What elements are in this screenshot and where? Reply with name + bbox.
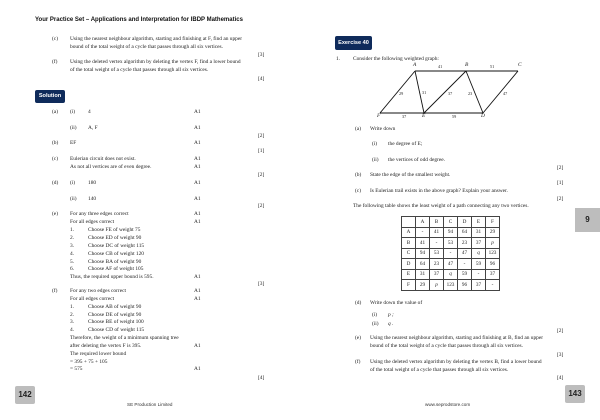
- table-cell: p: [486, 238, 500, 249]
- q-text: Using the deleted vertex algorithm by deleting the vertex F, find a lower bound: [70, 59, 241, 65]
- answer: after deleting the vertex F is 395.: [70, 343, 142, 349]
- q-label: (b): [52, 140, 59, 146]
- q-text: Using the nearest neighbour algorithm, starting and finishing at B, find an upper: [370, 335, 544, 341]
- q-text: q .: [388, 321, 394, 327]
- step-num: 3.: [70, 319, 75, 325]
- q-label: (f): [355, 359, 361, 365]
- vertex-label: A: [413, 62, 417, 68]
- vertex-label: B: [465, 62, 469, 68]
- marks: [2]: [557, 165, 564, 171]
- q-text: the vertices of odd degree.: [388, 157, 446, 163]
- mark-a1: A1: [194, 196, 201, 202]
- q-label: (c): [355, 188, 361, 194]
- distance-table: [401, 216, 500, 291]
- table-intro: The following table shows the least weight of a path connecting any two vertices.: [353, 203, 529, 209]
- marks: [2]: [258, 203, 265, 209]
- table-row: [402, 259, 500, 270]
- step-num: 3.: [70, 243, 75, 249]
- table-cell: C: [444, 217, 458, 228]
- table-cell: E: [402, 269, 416, 280]
- table-cell: 37: [486, 269, 500, 280]
- mark-a1: A1: [194, 288, 201, 294]
- q-text: State the edge of the smallest weight.: [370, 172, 451, 178]
- q-text: Using the deleted vertex algorithm by deleting the vertex B, find a lower bound: [370, 359, 542, 365]
- step-num: 1.: [70, 304, 75, 310]
- answer: As not all vertices are of even degree.: [70, 164, 152, 170]
- vertex-label: E: [422, 113, 426, 119]
- table-cell: B: [402, 238, 416, 249]
- sub-label: (ii): [70, 125, 77, 131]
- answer: A, F: [88, 125, 98, 131]
- mark-a1: A1: [194, 296, 201, 302]
- page-number: 142: [15, 386, 35, 404]
- table-cell: 123: [444, 280, 458, 291]
- table-cell: D: [402, 259, 416, 270]
- table-cell: 123: [486, 248, 500, 259]
- table-cell: A: [402, 227, 416, 238]
- q-text: p ;: [388, 312, 394, 318]
- answer: = 395 + 75 + 105: [70, 359, 108, 365]
- vertex-label: C: [518, 62, 522, 68]
- step: Choose FE of weight 75: [88, 227, 141, 233]
- sub-label: (ii): [70, 196, 77, 202]
- answer: Therefore, the weight of a minimum spanning tree: [70, 335, 179, 341]
- q-label: (a): [52, 109, 58, 115]
- q-text: bound of the total weight of a cycle that passes through all six vertices.: [370, 343, 523, 349]
- q-label: (e): [355, 335, 361, 341]
- table-cell: 47: [444, 259, 458, 270]
- table-cell: 23: [430, 259, 444, 270]
- mark-a1: A1: [194, 140, 201, 146]
- table-cell: -: [416, 227, 430, 238]
- answer: The required lower bound: [70, 351, 127, 357]
- step: Choose DE of weight 90: [88, 312, 142, 318]
- q-label: (c): [52, 36, 58, 42]
- q-text: the degree of E;: [388, 141, 423, 147]
- edge-weight: 47: [503, 91, 508, 96]
- table-cell: 64: [416, 259, 430, 270]
- mark-a1: A1: [194, 109, 201, 115]
- answer: 180: [88, 180, 97, 186]
- q-text: of the total weight of a cycle that passes through all six vertices.: [70, 67, 209, 73]
- marks: [4]: [557, 375, 564, 381]
- table-row: [402, 280, 500, 291]
- mark-a1: A1: [194, 125, 201, 131]
- sub-label: (ii): [372, 321, 379, 327]
- q-label: (d): [52, 180, 59, 186]
- marks: [3]: [258, 281, 265, 287]
- table-cell: E: [472, 217, 486, 228]
- table-cell: q: [472, 248, 486, 259]
- table-cell: 31: [416, 269, 430, 280]
- marks: [2]: [557, 196, 564, 202]
- answer: Eulerian circuit does not exist.: [70, 156, 136, 162]
- table-cell: 37: [430, 269, 444, 280]
- q-text: Write down the value of: [370, 300, 423, 306]
- vertex-label: D: [481, 113, 485, 119]
- running-header: Your Practice Set – Applications and Interpretation for IBDP Mathematics: [35, 17, 243, 23]
- q-text: Using the nearest neighbour algorithm, starting and finishing at F, find an upper: [70, 36, 243, 42]
- q-label: (b): [355, 172, 362, 178]
- sub-label: (i): [372, 141, 378, 147]
- table-cell: B: [430, 217, 444, 228]
- vertex-label: F: [377, 113, 381, 119]
- marks: [2]: [258, 172, 265, 178]
- table-cell: 23: [458, 238, 472, 249]
- table-cell: 64: [458, 227, 472, 238]
- answer: 140: [88, 196, 97, 202]
- answer: For any three edges correct: [70, 211, 129, 217]
- sub-label: (i): [70, 180, 76, 186]
- mark-a1: A1: [194, 343, 201, 349]
- table-cell: 37: [472, 238, 486, 249]
- exercise-heading: Exercise 40: [335, 36, 372, 50]
- answer: For any two edges correct: [70, 288, 126, 294]
- sub-label: (i): [372, 312, 378, 318]
- marks: [1]: [557, 180, 564, 186]
- q-number: 1.: [336, 56, 341, 62]
- q-label: (d): [355, 300, 362, 306]
- table-cell: 47: [458, 248, 472, 259]
- answer: For all edges correct: [70, 296, 115, 302]
- answer: 4: [88, 109, 91, 115]
- table-cell: -: [472, 269, 486, 280]
- step-num: 4.: [70, 251, 75, 257]
- marks: [4]: [258, 76, 265, 82]
- table-cell: [402, 217, 416, 228]
- edge-eb: [424, 71, 466, 113]
- step-num: 6.: [70, 266, 75, 272]
- table-row: [402, 227, 500, 238]
- answer: = 575: [70, 366, 83, 372]
- edge-weight: 59: [452, 114, 457, 119]
- sub-label: (i): [70, 109, 76, 115]
- table-cell: 59: [472, 259, 486, 270]
- edge-fa: [380, 71, 415, 113]
- step: Choose AF of weight 105: [88, 266, 144, 272]
- q-text: Consider the following weighted graph:: [353, 56, 439, 62]
- q-label: (f): [52, 59, 58, 65]
- table-cell: C: [402, 248, 416, 259]
- table-cell: F: [402, 280, 416, 291]
- footer: www.seprodstore.com: [425, 402, 471, 407]
- table-header-row: [402, 217, 500, 228]
- table-row: [402, 238, 500, 249]
- edge-weight: 29: [399, 91, 404, 96]
- table-cell: 41: [416, 238, 430, 249]
- step-num: 1.: [70, 227, 75, 233]
- step-num: 2.: [70, 312, 75, 318]
- mark-a1: A1: [194, 366, 201, 372]
- table-cell: 96: [486, 259, 500, 270]
- table-cell: -: [458, 259, 472, 270]
- table-cell: 59: [458, 269, 472, 280]
- q-text: bound of the total weight of a cycle that passes through all six vertices.: [70, 44, 223, 50]
- edge-weight: 37: [402, 114, 407, 119]
- answer: Thus, the required upper bound is 595.: [70, 274, 154, 280]
- table-cell: F: [486, 217, 500, 228]
- edge-weight: 41: [438, 64, 443, 69]
- table-cell: 53: [430, 248, 444, 259]
- table-cell: 53: [444, 238, 458, 249]
- table-cell: 29: [416, 280, 430, 291]
- table-cell: D: [458, 217, 472, 228]
- chapter-tab: 9: [575, 208, 600, 232]
- step: Choose AB of weight 90: [88, 304, 142, 310]
- edge-weight: 37: [448, 91, 453, 96]
- table-cell: q: [444, 269, 458, 280]
- step: Choose BA of weight 90: [88, 259, 142, 265]
- mark-a1: A1: [194, 156, 201, 162]
- table-cell: -: [486, 280, 500, 291]
- table-cell: 29: [486, 227, 500, 238]
- table-row: [402, 248, 500, 259]
- q-text: of the total weight of a cycle that passes through all six vertices.: [370, 367, 509, 373]
- q-label: (f): [52, 288, 58, 294]
- step-num: 4.: [70, 327, 75, 333]
- mark-a1: A1: [194, 180, 201, 186]
- marks: [1]: [258, 148, 265, 154]
- marks: [4]: [258, 375, 265, 381]
- q-text: Write down: [370, 126, 396, 132]
- table-cell: 31: [472, 227, 486, 238]
- solution-heading: Solution: [35, 90, 65, 103]
- footer: SE Production Limited: [127, 402, 173, 407]
- table-cell: 41: [430, 227, 444, 238]
- table-cell: -: [444, 248, 458, 259]
- mark-a1: A1: [194, 274, 201, 280]
- mark-a1: A1: [194, 164, 201, 170]
- step: Choose DC of weight 115: [88, 243, 145, 249]
- table-cell: 37: [472, 280, 486, 291]
- step: Choose CB of weight 120: [88, 251, 145, 257]
- sub-label: (ii): [372, 157, 379, 163]
- table-cell: -: [430, 238, 444, 249]
- table-cell: A: [416, 217, 430, 228]
- edge-weight: 31: [422, 90, 427, 95]
- table-cell: 94: [444, 227, 458, 238]
- edge-cd: [483, 71, 518, 113]
- step: Choose CD of weight 115: [88, 327, 145, 333]
- marks: [2]: [258, 133, 265, 139]
- q-text: Is Eulerian trail exists in the above graph? Explain your answer.: [370, 188, 508, 194]
- step-num: 2.: [70, 235, 75, 241]
- page-number: 143: [565, 385, 585, 403]
- step-num: 5.: [70, 259, 75, 265]
- marks: [3]: [557, 352, 564, 358]
- edge-weight: 23: [468, 91, 473, 96]
- q-label: (a): [355, 126, 361, 132]
- mark-a1: A1: [194, 211, 201, 217]
- answer: EF: [70, 140, 77, 146]
- edge-weight: 51: [490, 64, 495, 69]
- step: Choose ED of weight 90: [88, 235, 142, 241]
- table-row: [402, 269, 500, 280]
- q-label: (e): [52, 211, 58, 217]
- table-cell: 96: [458, 280, 472, 291]
- answer: For all edges correct: [70, 219, 115, 225]
- marks: [2]: [557, 328, 564, 334]
- q-label: (c): [52, 156, 58, 162]
- marks: [3]: [258, 52, 265, 58]
- step: Choose BE of weight 100: [88, 319, 144, 325]
- table-cell: 94: [416, 248, 430, 259]
- table-cell: p: [430, 280, 444, 291]
- mark-a1: A1: [194, 219, 201, 225]
